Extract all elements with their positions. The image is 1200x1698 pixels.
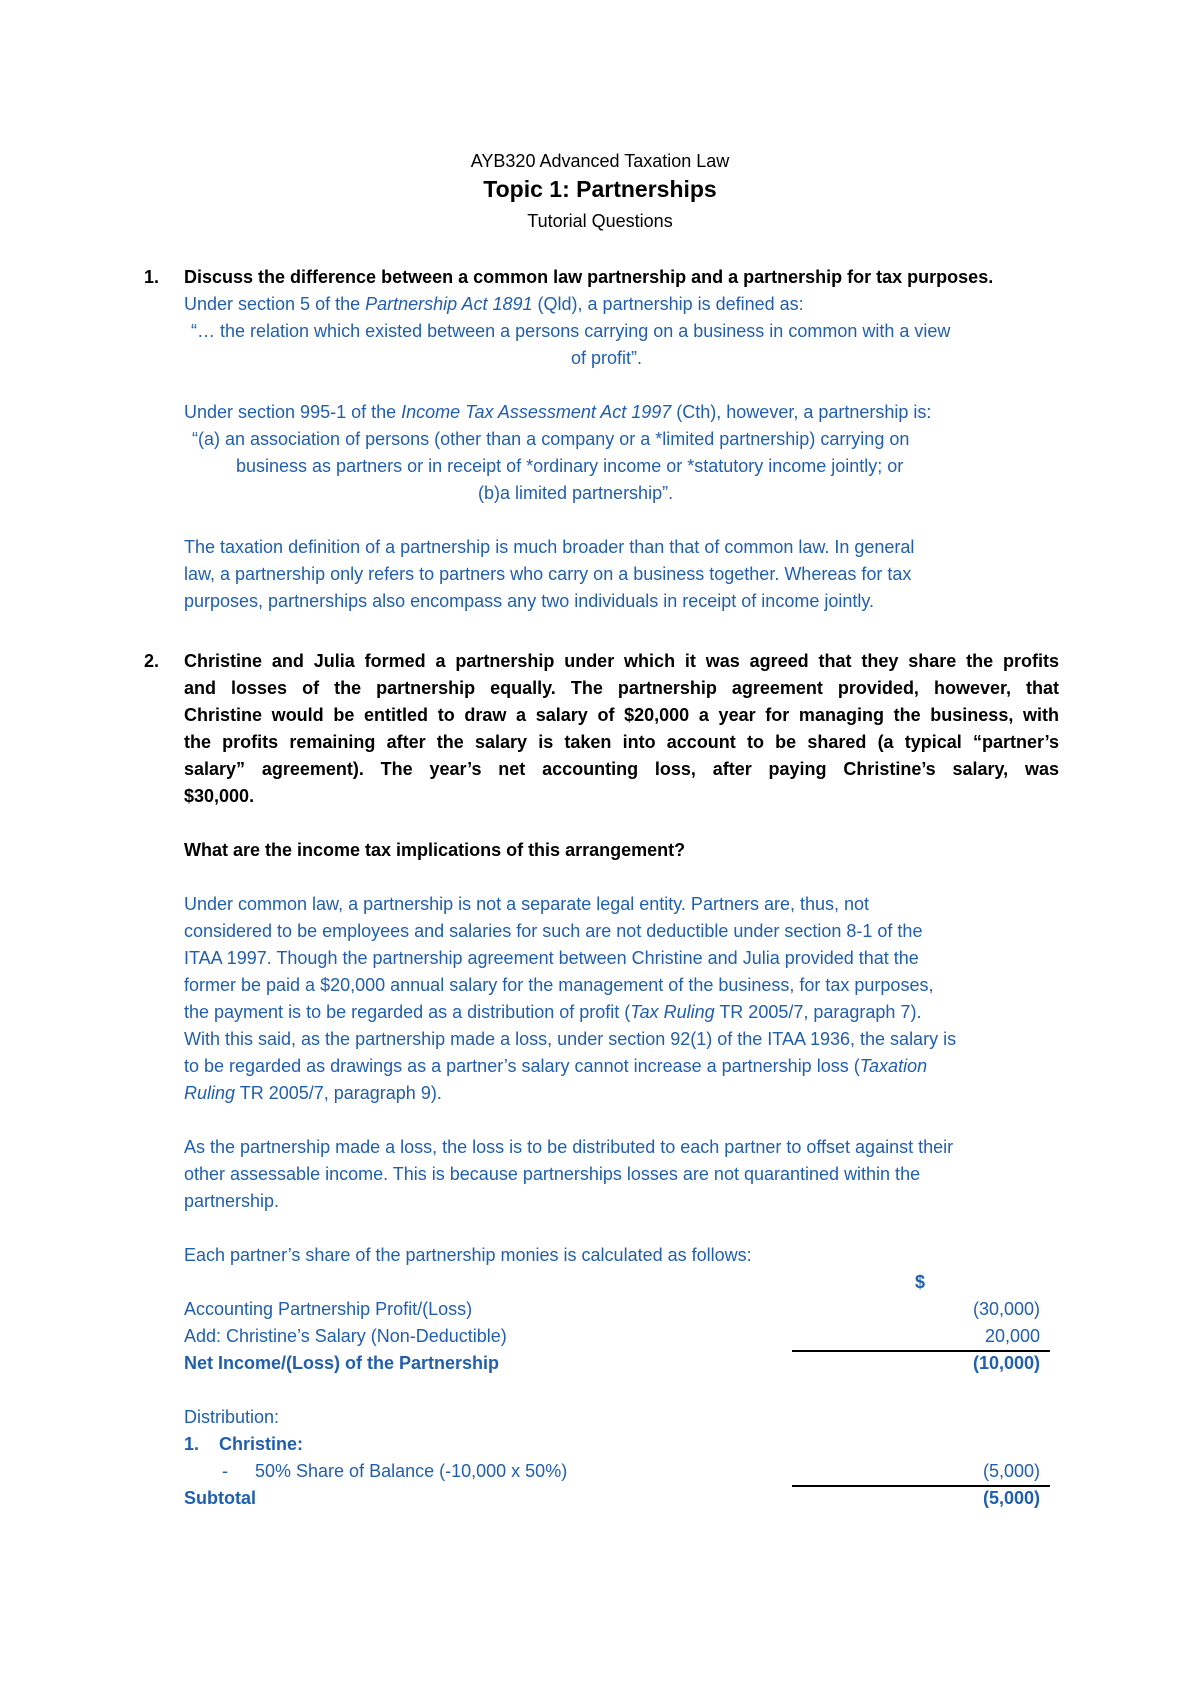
quote-1-line-2: of profit”. bbox=[571, 348, 643, 368]
answer-2-para-2-line-2: other assessable income. This is because partnerships losses are not quarantined within the bbox=[184, 1164, 921, 1184]
answer-2-para-2-line-1: As the partnership made a loss, the loss is to be distributed to each partner to offset against their bbox=[184, 1137, 954, 1157]
share-dash: - bbox=[222, 1461, 228, 1481]
calc-total-label: Net Income/(Loss) of the Partnership bbox=[184, 1353, 500, 1373]
calc-row-amount: (30,000) bbox=[972, 1299, 1040, 1319]
answer-2-calc-intro: Each partner’s share of the partnership monies is calculated as follows: bbox=[184, 1245, 752, 1265]
page-subtitle: Tutorial Questions bbox=[527, 211, 673, 231]
share-label: 50% Share of Balance (-10,000 x 50%) bbox=[255, 1461, 568, 1481]
answer-2-line-5: the payment is to be regarded as a distribution of profit (Tax Ruling TR 2005/7, paragraph 7). bbox=[184, 1002, 922, 1022]
partner-name: Christine: bbox=[219, 1434, 304, 1454]
answer-1-intro: Under section 5 of the Partnership Act 1891 (Qld), a partnership is defined as: bbox=[184, 294, 804, 314]
answer-2-line-1: Under common law, a partnership is not a separate legal entity. Partners are, thus, not bbox=[184, 894, 870, 914]
partner-number: 1. bbox=[184, 1434, 200, 1454]
answer-2-para-2-line-3: partnership. bbox=[184, 1191, 280, 1211]
question-1-text: Discuss the difference between a common law partnership and a partnership for tax purposes. bbox=[184, 267, 994, 287]
question-1-number: 1. bbox=[144, 267, 160, 287]
answer-1-tax-intro: Under section 995-1 of the Income Tax Assessment Act 1997 (Cth), however, a partnership is: bbox=[184, 402, 932, 422]
course-title: AYB320 Advanced Taxation Law bbox=[470, 151, 730, 171]
answer-2-line-4: former be paid a $20,000 annual salary for the management of the business, for tax purposes, bbox=[184, 975, 934, 995]
question-2-line-6: $30,000. bbox=[184, 786, 255, 806]
question-2-sub-question: What are the income tax implications of this arrangement? bbox=[184, 840, 686, 860]
quote-2-line-3: (b)a limited partnership”. bbox=[478, 483, 674, 503]
answer-2-line-8: Ruling TR 2005/7, paragraph 9). bbox=[184, 1083, 442, 1103]
subtotal-label: Subtotal bbox=[184, 1488, 256, 1508]
page-title: Topic 1: Partnerships bbox=[483, 176, 717, 202]
answer-2-line-3: ITAA 1997. Though the partnership agreement between Christine and Julia provided that the bbox=[184, 948, 919, 968]
distribution-label: Distribution: bbox=[184, 1407, 280, 1427]
quote-1-line-1: “… the relation which existed between a persons carrying on a business in common with a view bbox=[191, 321, 951, 341]
calc-row-label: Accounting Partnership Profit/(Loss) bbox=[184, 1299, 473, 1319]
answer-1-conclusion-line-3: purposes, partnerships also encompass any two individuals in receipt of income jointly. bbox=[184, 591, 875, 611]
subtotal-amount: (5,000) bbox=[982, 1488, 1040, 1508]
question-2-line-4: the profits remaining after the salary is taken into account to be shared (a typical “partner’s bbox=[184, 732, 1059, 752]
answer-1-conclusion-line-1: The taxation definition of a partnership is much broader than that of common law. In general bbox=[184, 537, 915, 557]
question-2-line-3: Christine would be entitled to draw a salary of $20,000 a year for managing the business, with bbox=[184, 705, 1059, 725]
calc-row-label: Add: Christine’s Salary (Non-Deductible) bbox=[184, 1326, 507, 1346]
quote-2-line-1: “(a) an association of persons (other than a company or a *limited partnership) carrying on bbox=[192, 429, 910, 449]
currency-header: $ bbox=[915, 1272, 926, 1292]
question-2-line-1: Christine and Julia formed a partnership under which it was agreed that they share the profits bbox=[184, 651, 1059, 671]
answer-1-conclusion-line-2: law, a partnership only refers to partners who carry on a business together. Whereas for tax bbox=[184, 564, 912, 584]
question-2-number: 2. bbox=[144, 651, 160, 671]
answer-2-line-6: With this said, as the partnership made a loss, under section 92(1) of the ITAA 1936, the salary is bbox=[184, 1029, 957, 1049]
question-2-line-5: salary” agreement). The year’s net accounting loss, after paying Christine’s salary, was bbox=[184, 759, 1059, 779]
calc-total-amount: (10,000) bbox=[972, 1353, 1040, 1373]
answer-2-line-2: considered to be employees and salaries for such are not deductible under section 8-1 of the bbox=[184, 921, 923, 941]
question-2-line-2: and losses of the partnership equally. The partnership agreement provided, however, that bbox=[184, 678, 1059, 698]
share-amount: (5,000) bbox=[982, 1461, 1040, 1481]
quote-2-line-2: business as partners or in receipt of *ordinary income or *statutory income jointly; or bbox=[236, 456, 904, 476]
calc-row-amount: 20,000 bbox=[984, 1326, 1040, 1346]
answer-2-line-7: to be regarded as drawings as a partner’s salary cannot increase a partnership loss (Taxation bbox=[184, 1056, 928, 1076]
